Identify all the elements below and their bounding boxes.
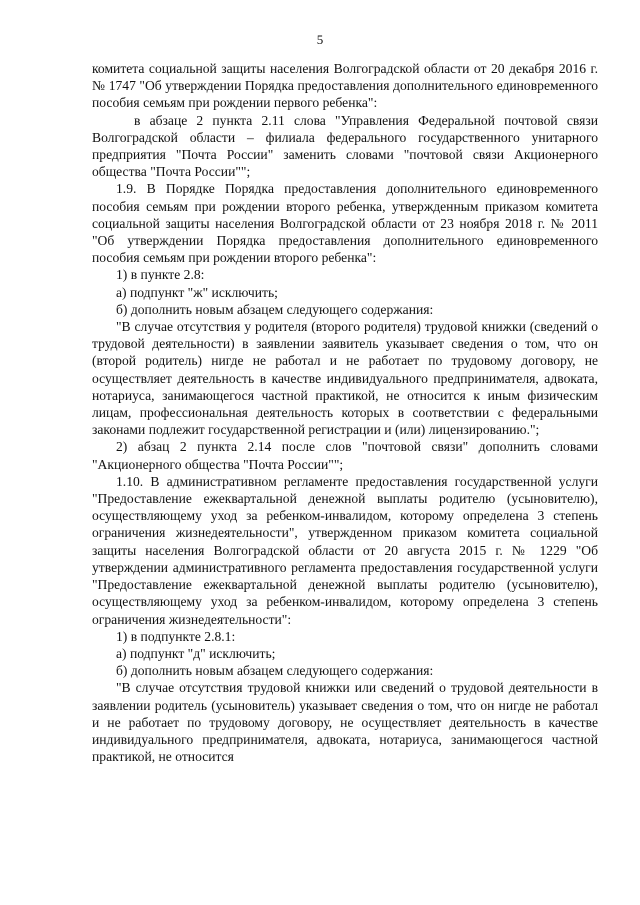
paragraph: 1) в пункте 2.8: [116, 267, 205, 283]
paragraph: б) дополнить новым абзацем следующего содержания: [116, 663, 434, 679]
paragraph: а) подпункт "ж" исключить; [116, 284, 278, 300]
paragraph: 1.9. В Порядке Порядка предоставления дополнительного единовременного пособия семьям при рождении второго ребенка, утвержденным приказом комитета социальной защиты населения Волгоградской области от 23 ноября 2018 г. № 2011 "Об утверждении Порядка предоставления дополнительного единовременного пособия семьям при рождении второго ребенка": [92, 181, 598, 266]
paragraph: в абзаце 2 пункта 2.11 слова "Управления Федеральной почтовой связи Волгоградской области – филиала федерального государственного унитарного предприятия "Почта России" заменить словами "почтовой связи Акционерного общества "Почта России""; [92, 112, 598, 180]
document-body [92, 60, 598, 765]
page-number: 5 [316, 32, 324, 47]
paragraph: "В случае отсутствия у родителя (второго родителя) трудовой книжки (сведений о трудовой деятельности) в заявлении заявитель указывает сведения о том, что он (второй родитель) нигде не работал и не работает по трудовому договору, не осуществляет деятельность в качестве индивидуального предпринимателя, адвоката, нотариуса, занимающегося частной практикой, не относится к иным физическим лицам, профессиональная деятельность которых в соответствии с федеральными законами подлежит государственной регистрации и (или) лицензированию."; [92, 319, 598, 438]
paragraph: а) подпункт "д" исключить; [116, 645, 276, 661]
paragraph: 1) в подпункте 2.8.1: [116, 628, 236, 644]
paragraph: б) дополнить новым абзацем следующего содержания: [116, 301, 434, 317]
paragraph: 1.10. В административном регламенте предоставления государственной услуги "Предоставление ежеквартальной денежной выплаты родителю (усыновителю), осуществляющему уход за ребенком-инвалидом, которому определена 3 степень ограничения жизнедеятельности", утвержденном приказом комитета социальной защиты населения Волгоградской области от 20 августа 2015 г. № 1229 "Об утверждении административного регламента предоставления государственной услуги "Предоставление ежеквартальной денежной выплаты родителю (усыновителю), осуществляющему уход за ребенком-инвалидом, которому определена 3 степень ограничения жизнедеятельности": [92, 473, 598, 627]
paragraph: 2) абзац 2 пункта 2.14 после слов "почтовой связи" дополнить словами "Акционерного общества "Почта России""; [92, 439, 598, 472]
paragraph: "В случае отсутствия трудовой книжки или сведений о трудовой деятельности в заявлении родитель (усыновитель) указывает сведения о том, что он нигде не работал и не работает по трудовому договору, не осуществляет деятельность в качестве индивидуального предпринимателя, адвоката, нотариуса, занимающегося частной практикой, не относится [92, 680, 598, 765]
paragraph: комитета социальной защиты населения Волгоградской области от 20 декабря 2016 г. № 1747 "Об утверждении Порядка предоставления дополнительного единовременного пособия семьям при рождении первого ребенка": [92, 61, 598, 111]
